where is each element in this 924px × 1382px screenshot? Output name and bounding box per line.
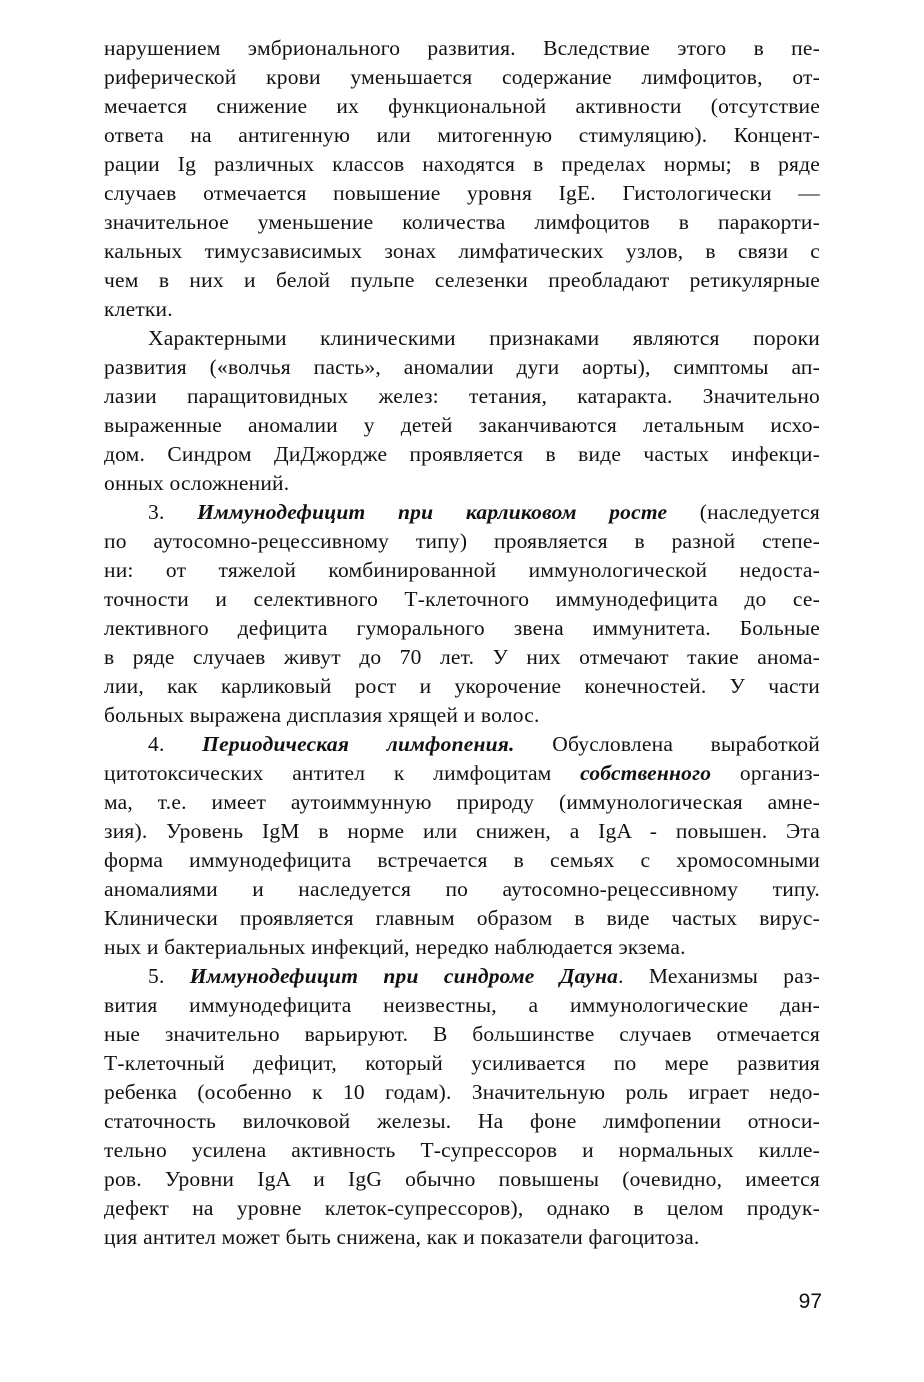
emphasis: собственного xyxy=(580,761,712,785)
text-line: ни: от тяжелой комбинированной иммунологической недоста- xyxy=(104,558,820,582)
text-line: больных выражена дисплазия хрящей и волос. xyxy=(104,703,540,727)
text-line xyxy=(104,759,820,788)
text-line xyxy=(104,962,820,991)
text-line: зия). Уровень IgM в норме или снижен, а IgA - повышен. Эта xyxy=(104,819,820,843)
section-heading: Периодическая лимфопения. xyxy=(202,732,515,756)
text-line: Клинически проявляется главным образом в виде частых вирус- xyxy=(104,906,820,930)
text-line: форма иммунодефицита встречается в семьях с хромосомными xyxy=(104,848,820,872)
text-run: Обусловлена выработкой xyxy=(514,732,820,756)
text-line: Характерными клиническими признаками являются пороки xyxy=(148,326,820,350)
paragraph-4 xyxy=(104,730,820,962)
section-heading: Иммунодефицит при карликовом росте xyxy=(197,500,668,524)
text-line: аномалиями и наследуется по аутосомно-рецессивному типу. xyxy=(104,877,820,901)
text-run: цитотоксических антител к лимфоцитам xyxy=(104,761,581,785)
page-number: 97 xyxy=(798,1290,822,1313)
text-run: организ- xyxy=(711,761,820,785)
text-line: выраженные аномалии у детей заканчиваются летальным исхо- xyxy=(104,413,820,437)
paragraph-3 xyxy=(104,498,820,730)
text-line: ответа на антигенную или митогенную стимуляцию). Концент- xyxy=(104,123,820,147)
text-line: статочность вилочковой железы. На фоне лимфопении относи- xyxy=(104,1109,820,1133)
text-line: кальных тимусзависимых зонах лимфатических узлов, в связи с xyxy=(104,239,820,263)
text-line: по аутосомно-рецессивному типу) проявляется в разной степе- xyxy=(104,529,820,553)
text-line: онных осложнений. xyxy=(104,471,290,495)
text-line: лективного дефицита гуморального звена иммунитета. Больные xyxy=(104,616,820,640)
text-line: ные значительно варьируют. В большинстве случаев отмечается xyxy=(104,1022,820,1046)
text-line: тельно усилена активность Т-супрессоров и нормальных килле- xyxy=(104,1138,820,1162)
text-line: рации Ig различных классов находятся в пределах нормы; в ряде xyxy=(104,152,820,176)
text-line: Т-клеточный дефицит, который усиливается по мере развития xyxy=(104,1051,820,1075)
text-run: (наследуется xyxy=(667,500,820,524)
item-number: 3. xyxy=(148,500,198,524)
text-line: дом. Синдром ДиДжордже проявляется в виде частых инфекци- xyxy=(104,442,820,466)
text-line: чем в них и белой пульпе селезенки преобладают ретикулярные xyxy=(104,268,820,292)
text-line: нарушением эмбрионального развития. Вследствие этого в пе- xyxy=(104,36,820,60)
text-line xyxy=(104,730,820,759)
text-line: вития иммунодефицита неизвестны, а иммунологические дан- xyxy=(104,993,820,1017)
text-line: лии, как карликовый рост и укорочение конечностей. У части xyxy=(104,674,820,698)
text-line: точности и селективного Т-клеточного иммунодефицита до се- xyxy=(104,587,820,611)
text-line: значительное уменьшение количества лимфоцитов в паракорти- xyxy=(104,210,820,234)
text-line: ров. Уровни IgA и IgG обычно повышены (очевидно, имеется xyxy=(104,1167,820,1191)
document-page xyxy=(104,34,820,1252)
text-line: ных и бактериальных инфекций, нередко наблюдается экзема. xyxy=(104,935,686,959)
text-line: ма, т.е. имеет аутоиммунную природу (иммунологическая амне- xyxy=(104,790,820,814)
text-line: мечается снижение их функциональной активности (отсутствие xyxy=(104,94,820,118)
item-number: 4. xyxy=(148,732,203,756)
text-line: в ряде случаев живут до 70 лет. У них отмечают такие анома- xyxy=(104,645,820,669)
paragraph-5 xyxy=(104,962,820,1252)
section-heading: Иммунодефицит при синдроме Дауна xyxy=(189,964,619,988)
text-line: ребенка (особенно к 10 годам). Значительную роль играет недо- xyxy=(104,1080,820,1104)
text-line: случаев отмечается повышение уровня IgE. Гистологически — xyxy=(104,181,820,205)
paragraph-2 xyxy=(104,324,820,498)
text-line: лазии паращитовидных желез: тетания, катаракта. Значительно xyxy=(104,384,820,408)
text-line: ция антител может быть снижена, как и показатели фагоцитоза. xyxy=(104,1225,700,1249)
text-run: . Механизмы раз- xyxy=(618,964,820,988)
text-line: клетки. xyxy=(104,297,173,321)
text-line: риферической крови уменьшается содержание лимфоцитов, от- xyxy=(104,65,820,89)
text-line: дефект на уровне клеток-супрессоров), однако в целом продук- xyxy=(104,1196,820,1220)
paragraph-1 xyxy=(104,34,820,324)
text-line: развития («волчья пасть», аномалии дуги аорты), симптомы ап- xyxy=(104,355,820,379)
item-number: 5. xyxy=(148,964,190,988)
text-line xyxy=(104,498,820,527)
